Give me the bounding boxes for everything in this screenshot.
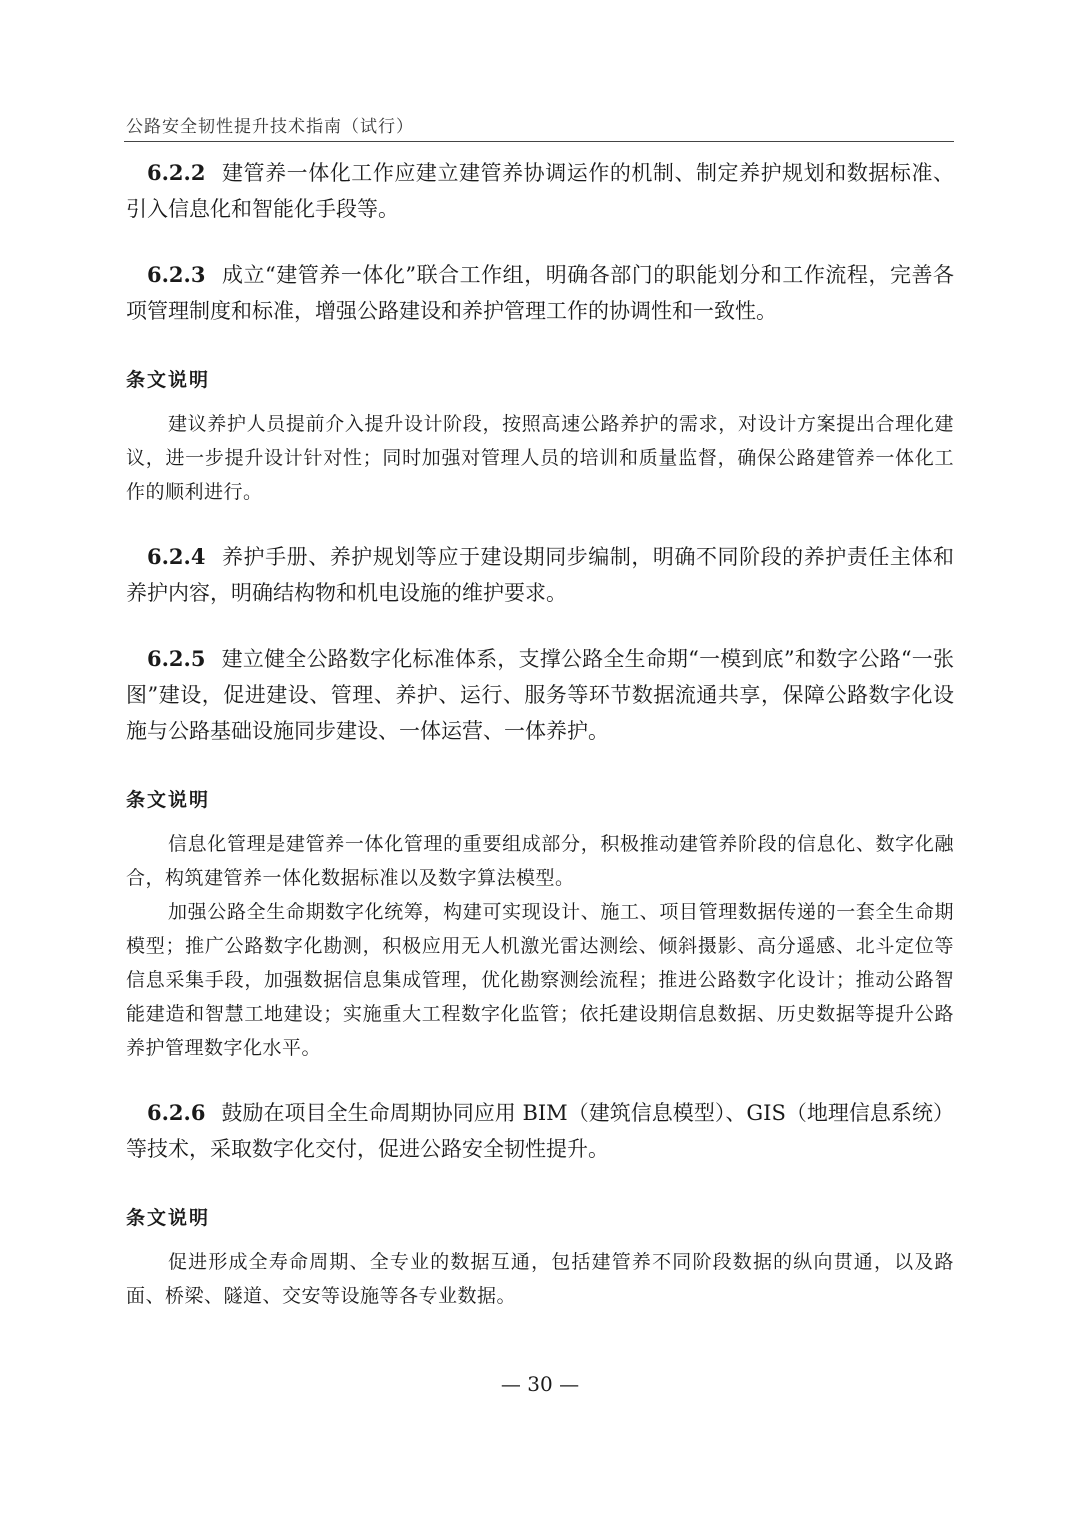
clause-text: 建管养一体化工作应建立建管养协调运作的机制、制定养护规划和数据标准、引入信息化和智能化手段等。 [126,161,954,221]
clause-6-2-3 [126,257,954,329]
clause-text: 养护手册、养护规划等应于建设期同步编制，明确不同阶段的养护责任主体和养护内容，明确结构物和机电设施的维护要求。 [126,545,954,605]
explanation-paragraph: 信息化管理是建管养一体化管理的重要组成部分，积极推动建管养阶段的信息化、数字化融合，构筑建管养一体化数据标准以及数字算法模型。 [126,833,954,889]
clause-text: 成立“建管养一体化”联合工作组，明确各部门的职能划分和工作流程，完善各项管理制度和标准，增强公路建设和养护管理工作的协调性和一致性。 [126,263,954,323]
explanation-heading: 条文说明 [126,1207,211,1229]
clause-6-2-4 [126,539,954,611]
running-header: 公路安全韧性提升技术指南（试行） [126,117,414,137]
explanation-heading: 条文说明 [126,369,211,391]
explanation-paragraph: 建议养护人员提前介入提升设计阶段，按照高速公路养护的需求，对设计方案提出合理化建议，进一步提升设计针对性；同时加强对管理人员的培训和质量监督，确保公路建管养一体化工作的顺利进行。 [126,413,954,503]
clause-text: 建立健全公路数字化标准体系，支撑公路全生命期“一模到底”和数字公路“一张图”建设，促进建设、管理、养护、运行、服务等环节数据流通共享，保障公路数字化设施与公路基础设施同步建设、一体运营、一体养护。 [126,647,954,743]
clause-number: 6.2.2 [147,160,206,185]
clause-6-2-2 [126,155,954,227]
page-number: — 30 — [500,1372,580,1396]
page-body [126,155,954,1313]
clause-number: 6.2.6 [147,1100,206,1125]
explanation-paragraph: 加强公路全生命期数字化统筹，构建可实现设计、施工、项目管理数据传递的一套全生命期模型；推广公路数字化勘测，积极应用无人机激光雷达测绘、倾斜摄影、高分遥感、北斗定位等信息采集手段，加强数据信息集成管理，优化勘察测绘流程；推进公路数字化设计；推动公路智能建造和智慧工地建设；实施重大工程数字化监管；依托建设期信息数据、历史数据等提升公路养护管理数字化水平。 [126,901,954,1059]
explanation-paragraph: 促进形成全寿命周期、全专业的数据互通，包括建管养不同阶段数据的纵向贯通，以及路面、桥梁、隧道、交安等设施等各专业数据。 [126,1251,954,1307]
clause-number: 6.2.5 [147,646,206,671]
clause-text: 鼓励在项目全生命周期协同应用 BIM（建筑信息模型）、GIS（地理信息系统）等技术，采取数字化交付，促进公路安全韧性提升。 [126,1101,954,1161]
header-divider [124,141,954,142]
clause-6-2-5 [126,641,954,749]
clause-number: 6.2.3 [147,262,206,287]
clause-number: 6.2.4 [147,544,206,569]
clause-6-2-6 [126,1095,954,1167]
explanation-heading: 条文说明 [126,789,211,811]
